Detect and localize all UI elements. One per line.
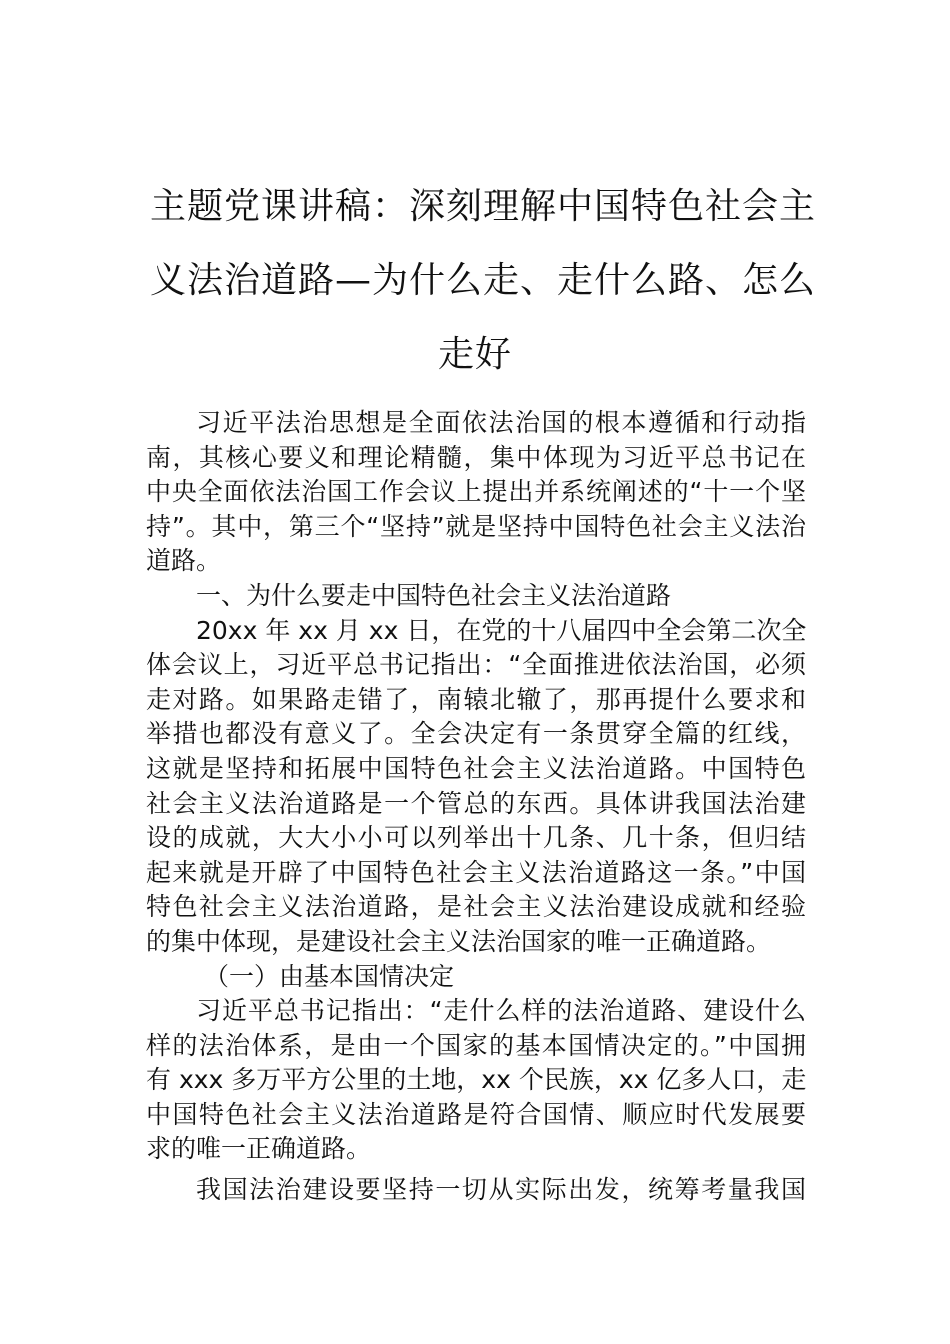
- text-line: 持”。其中，第三个“坚持”就是坚持中国特色社会主义法治: [146, 511, 806, 541]
- text-line: 举措也都没有意义了。全会决定有一条贯穿全篇的红线，: [146, 719, 806, 749]
- paragraph-plenary-quote: [146, 614, 806, 960]
- text-line: 社会主义法治道路是一个管总的东西。具体讲我国法治建: [146, 788, 806, 818]
- paragraph-practice: [146, 1173, 806, 1208]
- text-line: 南，其核心要义和理论精髓，集中体现为习近平总书记在: [146, 442, 806, 472]
- text-line: 中国特色社会主义法治道路是符合国情、顺应时代发展要: [146, 1099, 806, 1129]
- text-line: 这就是坚持和拓展中国特色社会主义法治道路。中国特色: [146, 753, 806, 783]
- text-line: 有 xxx 多万平方公里的土地，xx 个民族，xx 亿多人口，走: [146, 1065, 807, 1095]
- text-line: 我国法治建设要坚持一切从实际出发，统筹考量我国: [196, 1175, 806, 1205]
- heading-line: 一、为什么要走中国特色社会主义法治道路: [196, 580, 672, 610]
- text-line: 起来就是开辟了中国特色社会主义法治道路这一条。”中国: [146, 857, 806, 887]
- document-title: [150, 170, 817, 392]
- heading-line: （一）由基本国情决定: [204, 961, 455, 991]
- text-line: 求的唯一正确道路。: [146, 1134, 372, 1164]
- title-line: 走好: [437, 334, 512, 375]
- text-line: 体会议上，习近平总书记指出：“全面推进依法治国，必须: [146, 650, 806, 680]
- text-line: 走对路。如果路走错了，南辕北辙了，那再提什么要求和: [146, 684, 806, 714]
- title-line: 义法治道路—为什么走、走什么路、怎么: [150, 260, 817, 301]
- text-line: 习近平总书记指出：“走什么样的法治道路、建设什么: [196, 996, 806, 1026]
- text-line: 样的法治体系，是由一个国家的基本国情决定的。”中国拥: [146, 1030, 806, 1060]
- text-line: 设的成就，大大小小可以列举出十几条、几十条，但归结: [146, 823, 806, 853]
- text-line: 20xx 年 xx 月 xx 日，在党的十八届四中全会第二次全: [196, 615, 807, 645]
- section-heading-1: [146, 579, 806, 614]
- text-line: 的集中体现，是建设社会主义法治国家的唯一正确道路。: [146, 926, 772, 956]
- text-line: 习近平法治思想是全面依法治国的根本遵循和行动指: [196, 408, 806, 437]
- title-line: 主题党课讲稿：深刻理解中国特色社会主: [150, 186, 817, 227]
- paragraph-intro: [146, 406, 806, 579]
- text-line: 特色社会主义法治道路，是社会主义法治建设成就和经验: [146, 892, 806, 922]
- text-line: 中央全面依法治国工作会议上提出并系统阐述的“十一个坚: [146, 477, 806, 507]
- document-body: [146, 406, 806, 1208]
- subsection-heading-1: [146, 960, 806, 995]
- paragraph-national-conditions: [146, 994, 806, 1167]
- text-line: 道路。: [146, 546, 222, 576]
